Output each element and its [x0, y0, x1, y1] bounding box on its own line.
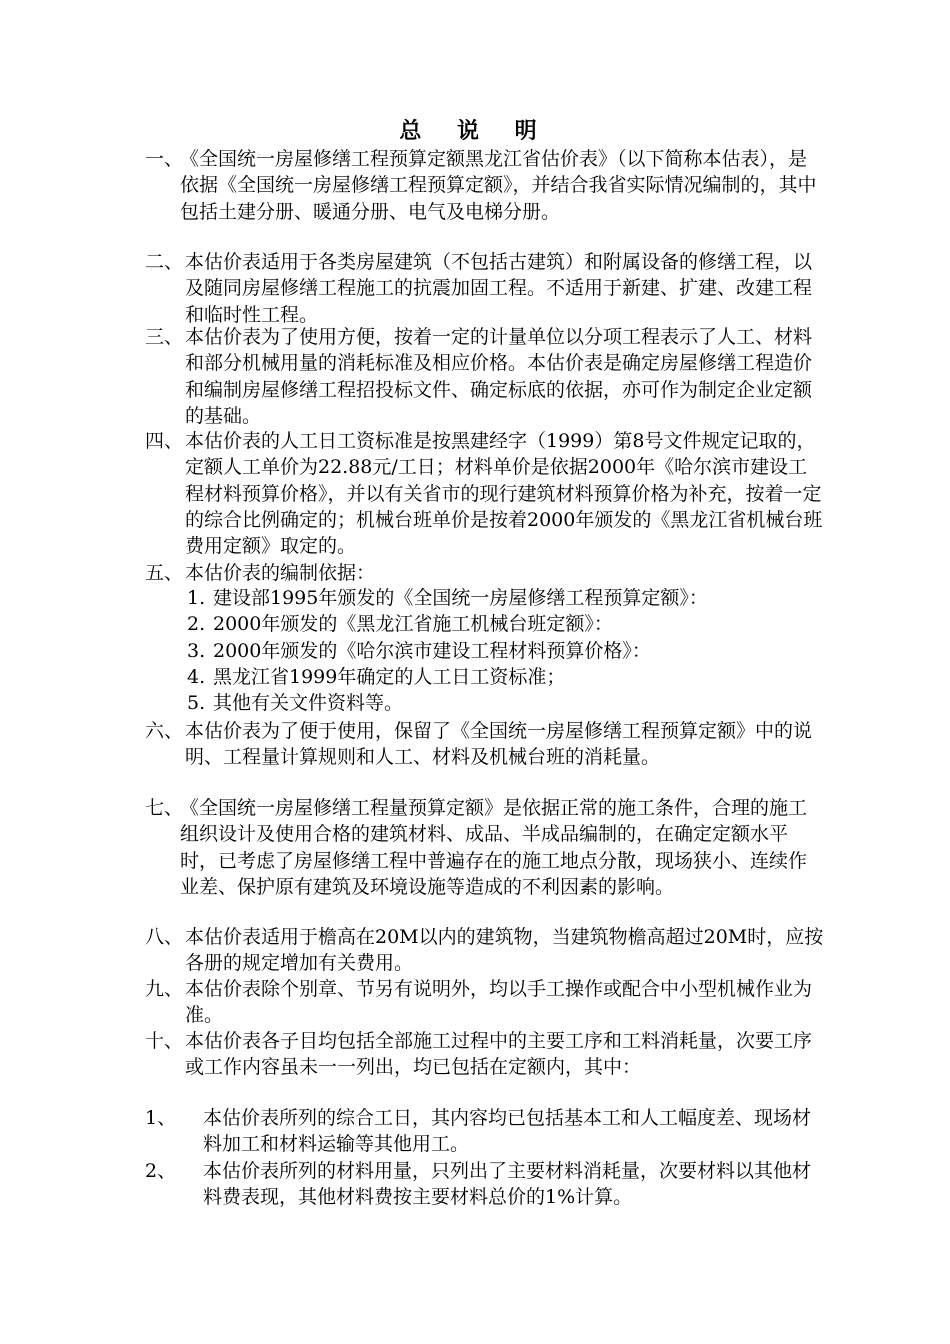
- basis-number: 5.: [187, 692, 206, 714]
- section-text: 《全国统一房屋修缮工程预算定额黑龙江省估价表》（以下简称本估表），是依据《全国统一房屋修缮工程预算定额》，并结合我省实际情况编制的，其中包括土建分册、暖通分册、电气及电梯分册。: [180, 148, 817, 223]
- section-2: [145, 249, 825, 328]
- section-text: 本估价表适用于各类房屋建筑（不包括古建筑）和附属设备的修缮工程，以及随同房屋修缮工程施工的抗震加固工程。不适用于新建、扩建、改建工程和临时性工程。: [185, 251, 813, 326]
- basis-item-5: [187, 690, 827, 716]
- basis-text: 其他有关文件资料等。: [213, 692, 404, 714]
- page-title: 总 说 明: [399, 118, 551, 144]
- section-9: [145, 976, 825, 1029]
- section-text: 本估价表的编制依据：: [185, 562, 376, 584]
- basis-text: 建设部1995年颁发的《全国统一房屋修缮工程预算定额》：: [213, 587, 708, 609]
- section-text: 《全国统一房屋修缮工程量预算定额》是依据正常的施工条件，合理的施工组织设计及使用合格的建筑材料、成品、半成品编制的，在确定定额水平时，已考虑了房屋修缮工程中普遍存在的施工地点分散，现场狭小、连续作业差、保护原有建筑及环境设施等造成的不利因素的影响。: [180, 797, 808, 898]
- section-10: [145, 1028, 825, 1081]
- note-text: 本估价表所列的综合工日，其内容均已包括基本工和人工幅度差、现场材料加工和材料运输等其他用工。: [203, 1107, 812, 1156]
- section-number: 七、: [145, 797, 184, 819]
- section-5: [145, 560, 825, 586]
- note-number: 1、: [145, 1107, 177, 1129]
- basis-item-1: [187, 585, 827, 611]
- basis-number: 3.: [187, 640, 206, 662]
- section-6: [145, 718, 825, 771]
- basis-item-4: [187, 664, 827, 690]
- section-text: 本估价表的人工日工资标准是按黑建经字（1999）第8号文件规定记取的，定额人工单价为22.88元/工日；材料单价是依据2000年《哈尔滨市建设工程材料预算价格》，并以有关省市的现行建筑材料预算价格为补充，按着一定的综合比例确定的；机械台班单价是按着2000年颁发的《黑龙江省机械台班费用定额》取定的。: [185, 430, 823, 558]
- section-number: 一、: [145, 148, 184, 170]
- basis-item-3: [187, 638, 827, 664]
- note-number: 2、: [145, 1160, 177, 1182]
- note-2: [145, 1158, 825, 1211]
- section-1: [145, 146, 825, 225]
- note-1: [145, 1105, 825, 1158]
- section-number: 三、: [145, 326, 184, 348]
- section-text: 本估价表各子目均包括全部施工过程中的主要工序和工料消耗量，次要工序或工作内容虽未一一列出，均已包括在定额内，其中：: [185, 1030, 813, 1079]
- section-4: [145, 428, 825, 559]
- section-number: 九、: [145, 978, 184, 1000]
- section-number: 六、: [145, 720, 184, 742]
- section-text: 本估价表为了便于使用，保留了《全国统一房屋修缮工程预算定额》中的说明、工程量计算规则和人工、材料及机械台班的消耗量。: [185, 720, 813, 769]
- section-3: [145, 324, 825, 429]
- basis-text: 黑龙江省1999年确定的人工日工资标准；: [213, 666, 566, 688]
- note-text: 本估价表所列的材料用量，只列出了主要材料消耗量，次要材料以其他材料费表现，其他材料费按主要材料总价的1%计算。: [203, 1160, 812, 1209]
- basis-number: 2.: [187, 613, 206, 635]
- basis-text: 2000年颁发的《哈尔滨市建设工程材料预算价格》：: [213, 640, 651, 662]
- basis-text: 2000年颁发的《黑龙江省施工机械台班定额》：: [213, 613, 613, 635]
- section-number: 四、: [145, 430, 184, 452]
- section-text: 本估价表为了使用方便，按着一定的计量单位以分项工程表示了人工、材料和部分机械用量的消耗标准及相应价格。本估价表是确定房屋修缮工程造价和编制房屋修缮工程招投标文件、确定标底的依据，亦可作为制定企业定额的基础。: [185, 326, 813, 427]
- section-text: 本估价表适用于檐高在20M以内的建筑物，当建筑物檐高超过20M时，应按各册的规定增加有关费用。: [185, 926, 824, 975]
- section-number: 二、: [145, 251, 184, 273]
- basis-item-2: [187, 611, 827, 637]
- section-number: 五、: [145, 562, 184, 584]
- basis-number: 4.: [187, 666, 206, 688]
- basis-number: 1.: [187, 587, 206, 609]
- section-number: 十、: [145, 1030, 184, 1052]
- section-7: [145, 795, 825, 900]
- section-number: 八、: [145, 926, 184, 948]
- section-text: 本估价表除个别章、节另有说明外，均以手工操作或配合中小型机械作业为准。: [185, 978, 813, 1027]
- section-8: [145, 924, 825, 977]
